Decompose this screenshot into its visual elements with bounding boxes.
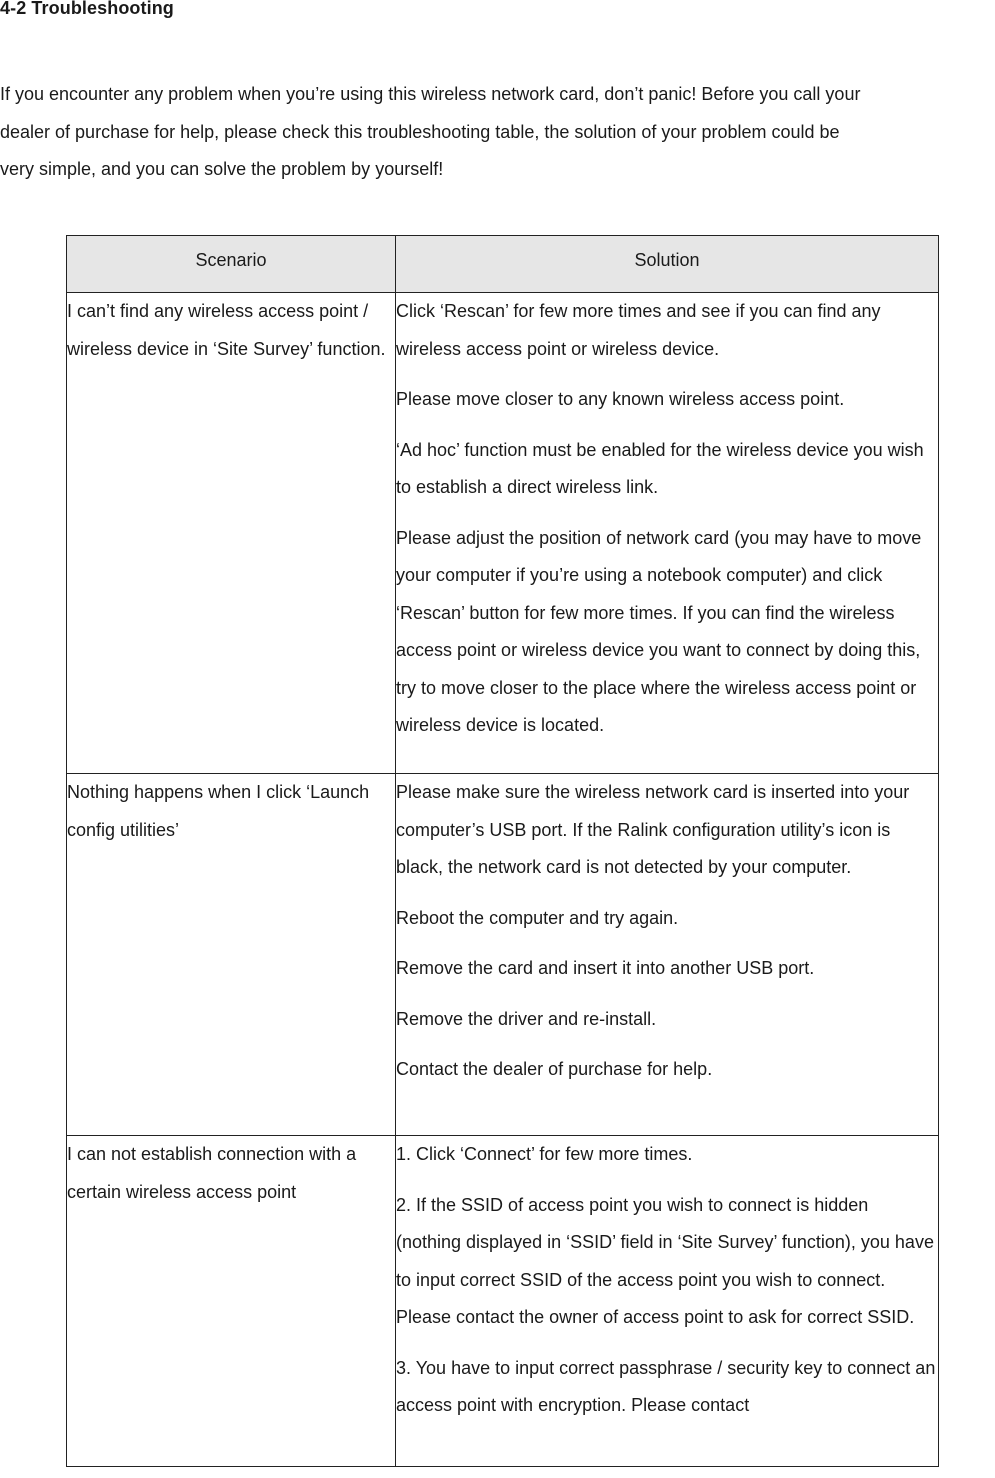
column-header-solution: Solution: [396, 236, 939, 293]
solution-item: 2. If the SSID of access point you wish to connect is hidden (nothing displayed in ‘SSID’ field in ‘Site Survey’ function), you have to input correct SSID of the access point you wish to connect. Please contact the owner of access point to ask for correct SSID.: [396, 1194, 934, 1327]
solution-item: Remove the driver and re-install.: [396, 1008, 657, 1029]
solution-item: Click ‘Rescan’ for few more times and see if you can find any wireless access point or wireless device.: [396, 301, 881, 359]
solution-item: Contact the dealer of purchase for help.: [396, 1059, 713, 1079]
solution-item: Please adjust the position of network card (you may have to move your computer if you’re using a notebook computer) and click ‘Rescan’ button for few more times. If you can find the wireless access point or wireless device you want to connect by doing this, try to move closer to the place where the wireless access point or wireless device is located.: [396, 527, 922, 735]
solution-item: Remove the card and insert it into another USB port.: [396, 958, 815, 978]
solution-item: Please make sure the wireless network card is inserted into your computer’s USB port. If the Ralink configuration utility’s icon is black, the network card is not detected by your computer.: [396, 782, 910, 877]
solution-item: Please move closer to any known wireless access point.: [396, 389, 845, 409]
intro-line: very simple, and you can solve the problem by yourself!: [0, 159, 444, 179]
intro-line: If you encounter any problem when you’re using this wireless network card, don’t panic! Before you call your: [0, 84, 861, 104]
solution-item: Reboot the computer and try again.: [396, 907, 679, 928]
solution-item: 1. Click ‘Connect’ for few more times.: [396, 1144, 693, 1164]
solution-item: ‘Ad hoc’ function must be enabled for the wireless device you wish to establish a direct wireless link.: [396, 439, 924, 497]
intro-line: dealer of purchase for help, please check this troubleshooting table, the solution of your problem could be: [0, 121, 840, 142]
column-header-scenario: Scenario: [67, 236, 396, 293]
intro-paragraph: [0, 76, 995, 189]
solution-cell: [396, 1136, 939, 1467]
scenario-cell: I can not establish connection with a certain wireless access point: [67, 1136, 396, 1467]
page-heading: 4-2 Troubleshooting: [0, 0, 174, 18]
scenario-cell: Nothing happens when I click ‘Launch config utilities’: [67, 774, 396, 1136]
solution-cell: [396, 774, 939, 1136]
scenario-cell: I can’t find any wireless access point / wireless device in ‘Site Survey’ function.: [67, 293, 396, 774]
troubleshooting-table: [66, 235, 939, 1467]
table-row: [67, 1136, 939, 1467]
table-row: [67, 774, 939, 1136]
table-header-row: [67, 236, 939, 293]
solution-cell: [396, 293, 939, 774]
table-row: [67, 293, 939, 774]
solution-item: 3. You have to input correct passphrase / security key to connect an access point with encryption. Please contact: [396, 1357, 936, 1415]
